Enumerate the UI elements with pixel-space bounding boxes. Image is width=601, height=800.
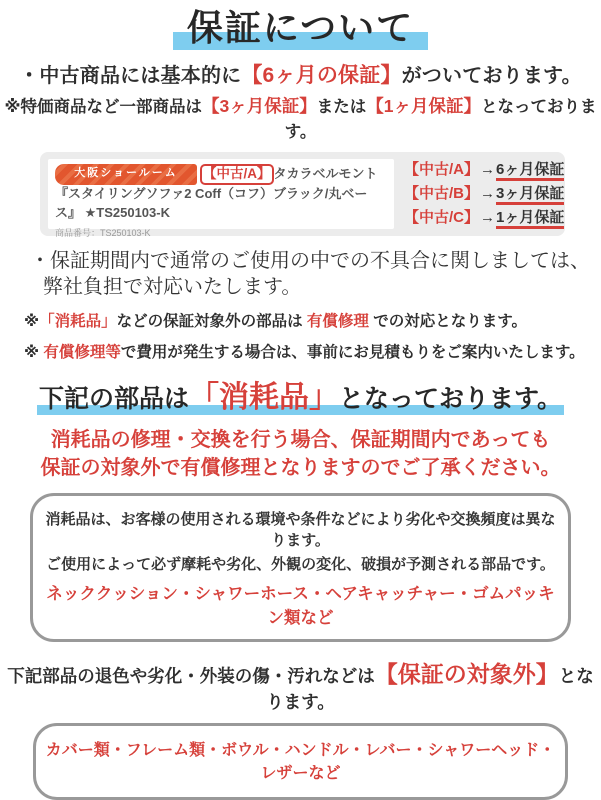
- consumables-warning: [0, 426, 601, 482]
- exclusion-emphasis: 【保証の対象外】: [374, 661, 559, 688]
- coverage-paragraph: [30, 248, 601, 300]
- grade-label: 【中古/A】: [404, 161, 480, 179]
- exclusion-items-list: カバー類・フレーム類・ボウル・ハンドル・レバー・シャワーヘッド・レザーなど: [45, 742, 556, 783]
- arrow-icon: →: [480, 184, 496, 202]
- heading-emphasis: 「消耗品」: [189, 381, 339, 415]
- page-title: [0, 6, 601, 49]
- warranty-grade-row: [404, 160, 564, 180]
- note1-post: での対応となります。: [368, 313, 527, 331]
- coverage-line1: ・保証期間内で通常のご使用の中での不具合に関しましては、: [30, 250, 590, 273]
- intro-line2-post: となっております。: [284, 98, 597, 142]
- exclusion-items-box: [33, 723, 568, 800]
- warranty-term: 1ヶ月保証: [496, 209, 564, 229]
- intro-line2-mid: または: [316, 98, 367, 117]
- product-title: タカラベルモント『スタイリングソファ2 Coff（コフ）ブラック/丸ベース』 ★TS250103-K: [55, 166, 378, 220]
- arrow-icon: →: [480, 161, 496, 179]
- consumables-box-line2: ご使用によって必ず摩耗や劣化、外観の変化、破損が予測される部品です。: [46, 556, 555, 574]
- note2-pre: ※: [24, 344, 44, 362]
- exclusion-pre: 下記部品の退色や劣化・外装の傷・汚れなどは: [7, 666, 375, 687]
- product-title-line: [55, 164, 387, 223]
- intro-line1-post: がついております。: [401, 65, 582, 88]
- exclusion-post: となります。: [266, 666, 594, 713]
- warranty-exception-line: [0, 93, 601, 142]
- warranty-grade-map: [404, 159, 564, 229]
- warranty-intro-line: [0, 59, 601, 89]
- heading-post: となっております。: [339, 385, 563, 414]
- product-listing-card: [48, 159, 394, 238]
- heading-pre: 下記の部品は: [38, 385, 189, 414]
- coverage-line2: 弊社負担で対応いたします。: [43, 276, 302, 299]
- warranty-term: 3ヶ月保証: [496, 185, 564, 205]
- consumables-box: [30, 493, 571, 642]
- intro-line1-emphasis: 【6ヶ月の保証】: [241, 64, 402, 88]
- grade-label: 【中古/B】: [404, 184, 480, 202]
- note2-post: で費用が発生する場合は、事前にお見積もりをご案内いたします。: [120, 344, 585, 362]
- warranty-info-page: [0, 6, 601, 783]
- consumable-note: [24, 309, 601, 331]
- consumables-items-list: ネッククッション・シャワーホース・ヘアキャッチャー・ゴムパッキン類など: [46, 585, 555, 628]
- warranty-term: 6ヶ月保証: [496, 161, 564, 181]
- arrow-icon: →: [480, 208, 496, 226]
- note1-emphasis2: 有償修理: [306, 313, 369, 331]
- exclusion-statement: [0, 656, 601, 714]
- page-title-highlight: 保証について: [173, 7, 428, 50]
- estimate-note: [24, 340, 601, 362]
- intro-line1-pre: ・中古商品には基本的に: [19, 65, 242, 88]
- intro-line2-emphasis2: 【1ヶ月保証】: [366, 96, 481, 117]
- note2-emphasis: 有償修理等: [43, 344, 121, 362]
- warranty-grade-row: [404, 184, 564, 204]
- product-example-panel: [40, 152, 565, 236]
- grade-label: 【中古/C】: [404, 208, 480, 226]
- condition-grade-badge: 【中古/A】: [200, 164, 274, 185]
- consumables-heading-highlight: [37, 381, 564, 415]
- warning-line2: 保証の対象外で有償修理となりますのでご了承ください。: [40, 457, 561, 480]
- intro-line2-pre: ※特価商品など一部商品は: [4, 98, 203, 117]
- showroom-badge: 大阪ショールーム: [55, 164, 197, 185]
- warranty-grade-row: [404, 208, 564, 228]
- intro-line2-emphasis1: 【3ヶ月保証】: [202, 96, 317, 117]
- note1-pre: ※: [24, 313, 40, 331]
- consumables-box-line1: 消耗品は、お客様の使用される環境や条件などにより劣化や交換頻度は異なります。: [45, 511, 556, 550]
- note1-emphasis1: 「消耗品」: [39, 313, 117, 331]
- product-sku: 商品番号：TS250103-K: [55, 227, 151, 238]
- note1-mid: などの保証対象外の部品は: [116, 313, 307, 331]
- consumables-heading: [0, 378, 601, 417]
- warning-line1: 消耗品の修理・交換を行う場合、保証期間内であっても: [50, 429, 551, 452]
